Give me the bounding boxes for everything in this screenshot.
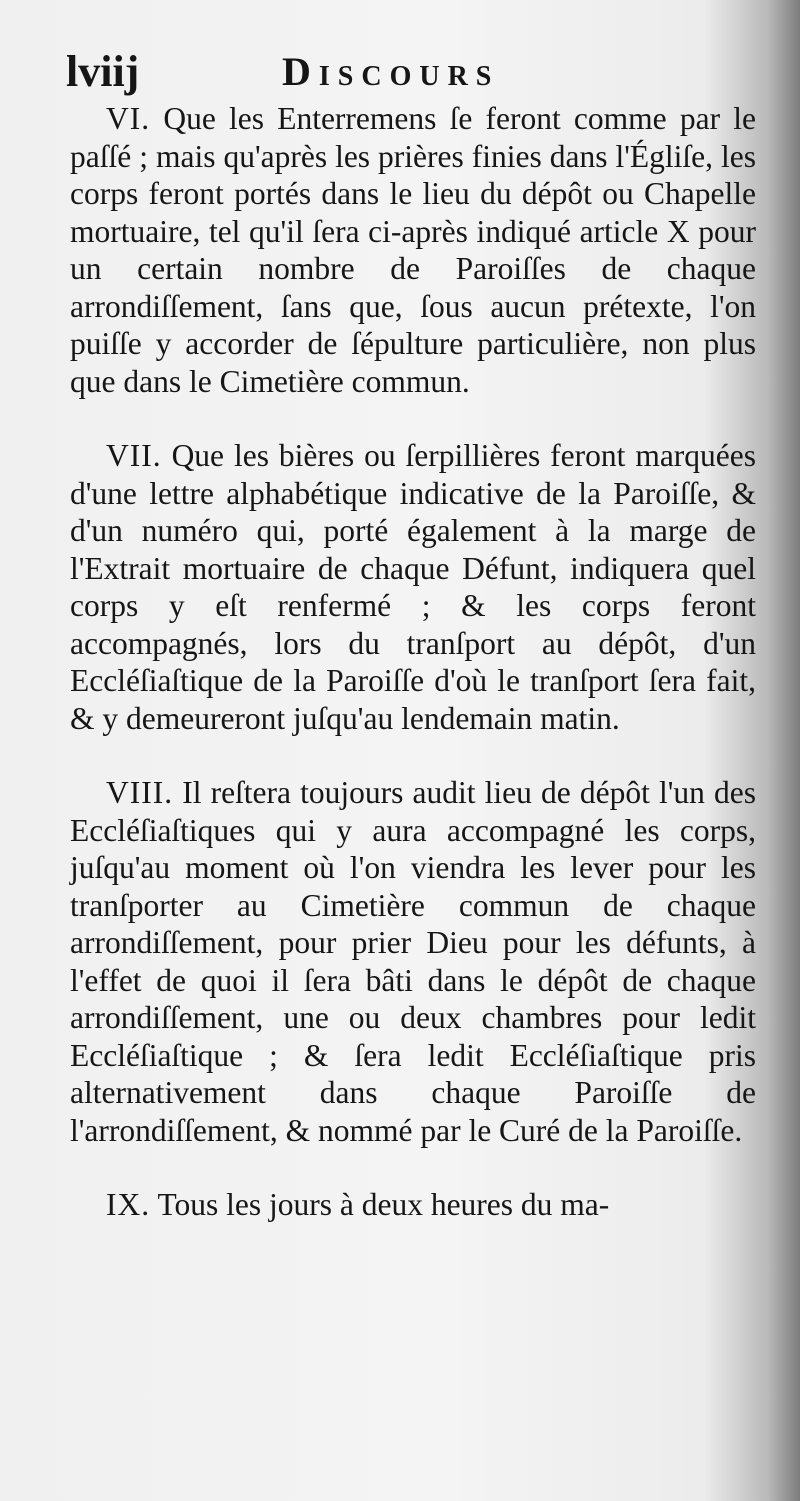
paragraph-text: Que les Enterremens ſe feront comme par le paſſé ; mais qu'après les prières finies dans l'Égliſe, les corps feront portés dans le lieu du dépôt ou Chapelle mortuaire, tel qu'il ſera ci-après indiqué article X pour un certain nombre de Paroiſſes de chaque arrondiſſement, ſans que, ſous aucun prétexte, l'on puiſſe y accorder de ſépulture particulière, non plus que dans le Cimetière commun. [70, 101, 756, 399]
paragraph-number: VIII. [106, 775, 174, 810]
paragraph-text: Tous les jours à deux heures du ma- [157, 1187, 610, 1222]
paragraph-vii [70, 437, 756, 737]
paragraph-number: IX. [106, 1187, 151, 1222]
paragraph-number: VI. [106, 101, 151, 136]
page-header [66, 42, 766, 102]
paragraph-ix [70, 1186, 756, 1224]
paragraph-number: VII. [106, 438, 162, 473]
page-body [70, 100, 756, 1224]
running-title: Discours [282, 49, 500, 94]
paragraph-text: Il reſtera toujours audit lieu de dépôt l'un des Eccléſiaſtiques qui y aura accompagné les corps, juſqu'au moment où l'on viendra les lever pour les tranſporter au Cimetière commun de chaque arrondiſſement, pour prier Dieu pour les défunts, à l'effet de quoi il ſera bâti dans le dépôt de chaque arrondiſſement, une ou deux chambres pour ledit Eccléſiaſtique ; & ſera ledit Eccléſiaſtique pris alternativement dans chaque Paroiſſe de l'arrondiſſement, & nommé par le Curé de la Paroiſſe. [70, 775, 756, 1148]
paragraph-text: Que les bières ou ſerpillières feront marquées d'une lettre alphabétique indicative de la Paroiſſe, & d'un numéro qui, porté également à la marge de l'Extrait mortuaire de chaque Défunt, indiquera quel corps y eſt renfermé ; & les corps feront accompagnés, lors du tranſport au dépôt, d'un Eccléſiaſtique de la Paroiſſe d'où le tranſport ſera fait, & y demeureront juſqu'au lendemain matin. [70, 438, 757, 736]
page-number: lviij [66, 47, 140, 96]
paragraph-vi [70, 100, 756, 400]
paragraph-viii [70, 774, 756, 1149]
